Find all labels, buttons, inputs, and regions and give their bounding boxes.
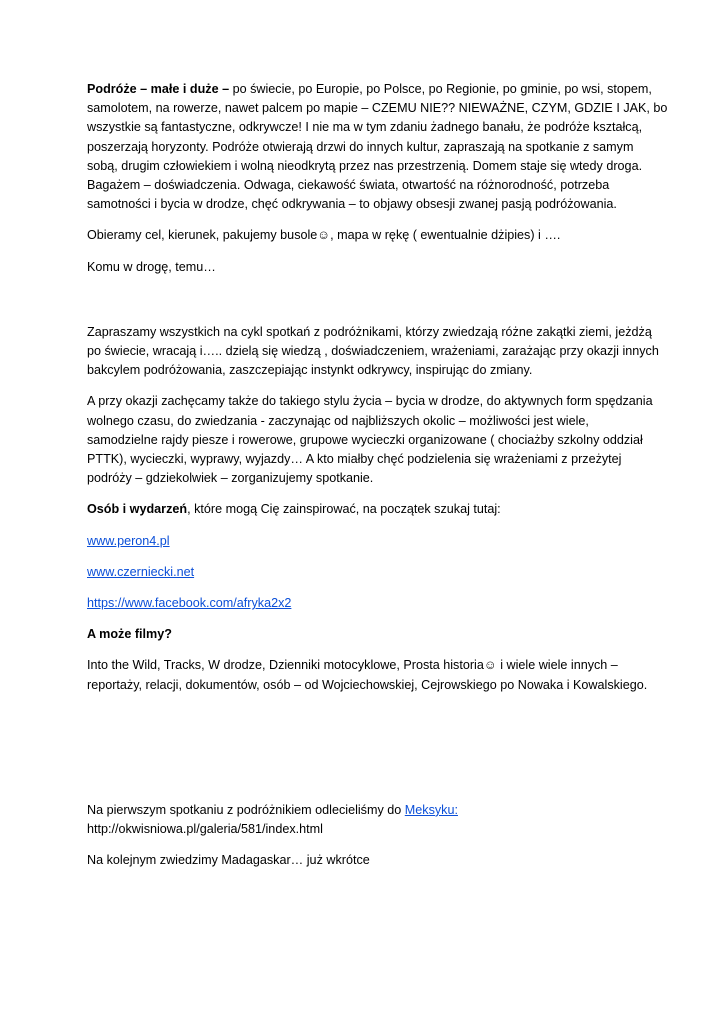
encourage-line-5: podróży – gdziekolwiek – zorganizujemy spotkanie.	[87, 471, 374, 486]
link-peron4-paragraph	[87, 532, 647, 551]
intro-line-4: poszerzają horyzonty. Podróże otwierają drzwi do innych kultur, zapraszają na spotkanie z samym	[87, 139, 634, 154]
first-meeting-text: Na pierwszym spotkaniu z podróżnikiem odlecieliśmy do	[87, 802, 405, 817]
next-meeting-paragraph	[87, 851, 647, 870]
intro-line-3: wszystkie są fantastyczne, odkrywcze! I nie ma w tym zdaniu żadnego banału, że podróże kształcą,	[87, 120, 643, 135]
invite-paragraph	[87, 323, 659, 381]
intro-line-2: samolotem, na rowerze, nawet palcem po mapie – CZEMU NIE?? NIEWAŻNE, CZYM, GDZIE I JAK, bo	[87, 101, 668, 116]
link-facebook-afryka[interactable]: https://www.facebook.com/afryka2x2	[87, 596, 292, 611]
link-czerniecki[interactable]: www.czerniecki.net	[87, 564, 195, 579]
films-heading-paragraph	[87, 625, 647, 644]
invite-line-1: Zapraszamy wszystkich na cykl spotkań z podróżnikami, którzy zwiedzają różne zakątki ziemi, jeżdżą	[87, 324, 652, 339]
films-paragraph	[87, 656, 647, 694]
intro-bold-lead: Podróże – małe i duże –	[87, 82, 230, 96]
people-rest: , które mogą Cię zainspirować, na początek szukaj tutaj:	[187, 502, 501, 517]
obieramy-text: Obieramy cel, kierunek, pakujemy busole☺, mapa w rękę ( ewentualnie dżipies) i ….	[87, 228, 561, 243]
link-czerniecki-paragraph	[87, 563, 647, 582]
encourage-paragraph	[87, 392, 653, 488]
document-page	[87, 80, 668, 882]
obieramy-paragraph	[87, 226, 647, 245]
people-paragraph	[87, 500, 647, 519]
intro-line-1	[87, 80, 652, 99]
intro-line-7: samotności i bycia w drodze, chęć odkrywania – to objawy obsesji zwanej pasją podróżowania.	[87, 197, 617, 212]
intro-line-6: Bagażem – doświadczenia. Odwaga, ciekawość świata, otwartość na różnorodność, potrzeba	[87, 178, 610, 193]
films-line-2: reportaży, relacji, dokumentów, osób – od Wojciechowskiej, Cejrowskiego po Nowaka i Kowalskiego.	[87, 677, 648, 692]
invite-line-2: po świecie, wracają i….. dzielą się wiedzą , doświadczeniem, wrażeniami, zarażając przy okazji innych	[87, 344, 659, 359]
komu-text: Komu w drogę, temu…	[87, 259, 216, 274]
link-facebook-paragraph	[87, 594, 647, 613]
first-meeting-line-1	[87, 801, 647, 820]
encourage-line-2: wolnego czasu, do zwiedzania - zaczynając od najbliższych okolic – możliwości jest wiele,	[87, 413, 589, 428]
intro-line-5: sobą, drugim człowiekiem i wolną nieodkrytą przez nas przestrzenią. Domem staje się wtedy droga.	[87, 158, 643, 173]
first-meeting-url: http://okwisniowa.pl/galeria/581/index.html	[87, 822, 323, 837]
invite-line-3: bakcylem podróżowania, zaszczepiając instynkt odkrywcy, inspirując do zmiany.	[87, 363, 533, 378]
link-meksyk[interactable]: Meksyku:	[404, 802, 458, 817]
encourage-line-3: samodzielne rajdy piesze i rowerowe, grupowe wycieczki organizowane ( chociażby szkolny oddział	[87, 432, 643, 447]
films-heading: A może filmy?	[87, 627, 172, 642]
first-meeting-paragraph	[87, 801, 647, 839]
next-meeting-text: Na kolejnym zwiedzimy Madagaskar… już wkrótce	[87, 853, 370, 868]
intro-paragraph	[87, 80, 668, 214]
spacer	[87, 707, 647, 801]
intro-line-1-rest: po świecie, po Europie, po Polsce, po Regionie, po gminie, po wsi, stopem,	[229, 82, 652, 96]
encourage-line-1: A przy okazji zachęcamy także do takiego stylu życia – bycia w drodze, do aktywnych form spędzania	[87, 394, 653, 409]
link-peron4[interactable]: www.peron4.pl	[87, 533, 170, 548]
komu-paragraph	[87, 258, 647, 277]
people-line	[87, 500, 647, 519]
encourage-line-4: PTTK), wycieczki, wyprawy, wyjazdy… A kto miałby chęć podzielenia się wrażeniami z przeżytej	[87, 452, 622, 467]
spacer	[87, 289, 647, 323]
films-line-1: Into the Wild, Tracks, W drodze, Dzienniki motocyklowe, Prosta historia☺ i wiele wiele innych –	[87, 658, 618, 673]
people-bold: Osób i wydarzeń	[87, 502, 188, 517]
